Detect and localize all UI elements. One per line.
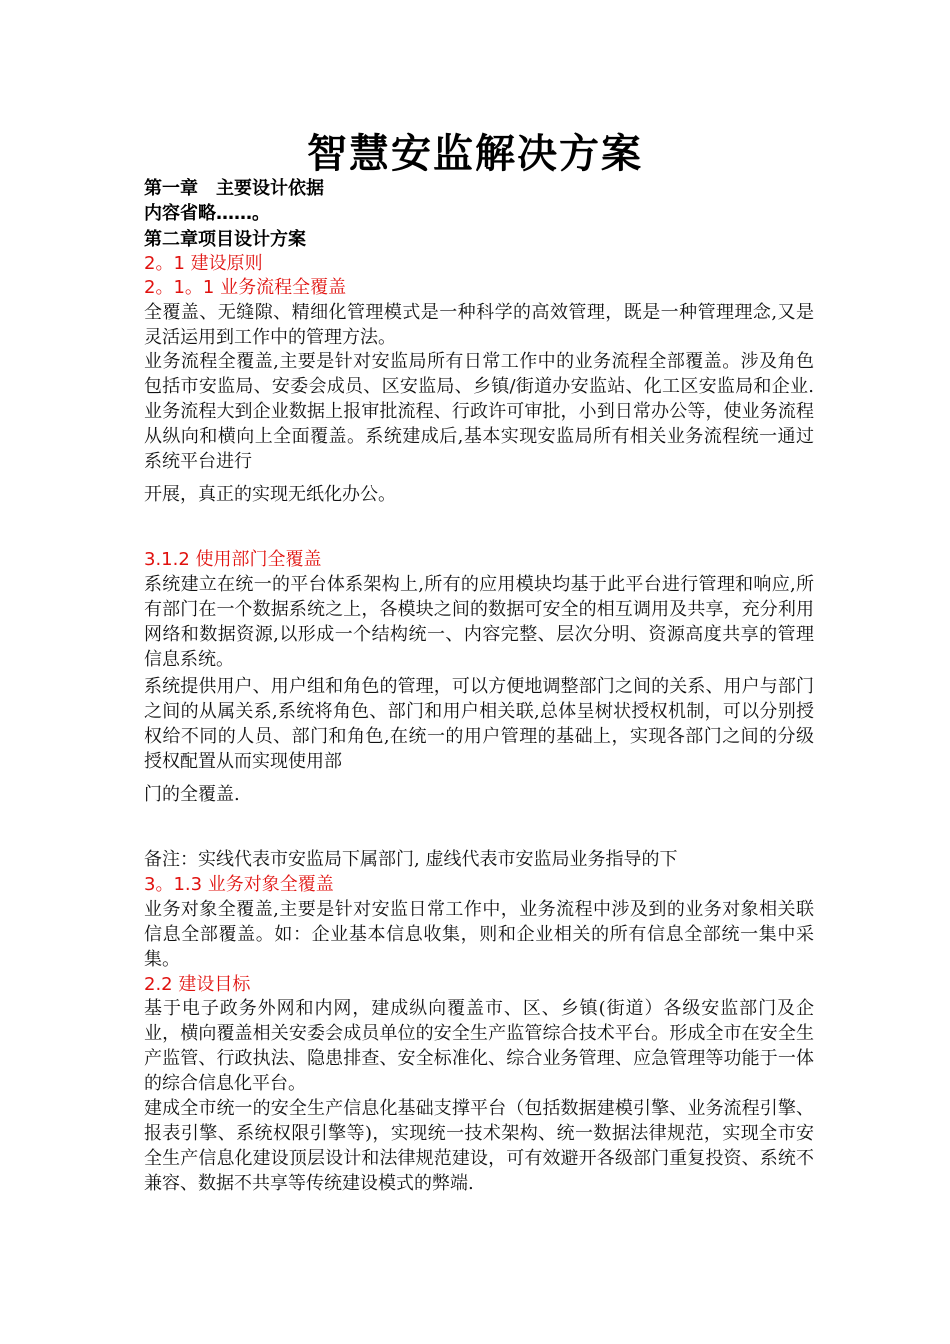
chapter-1-content: 内容省略……。 <box>144 203 270 224</box>
section-2-1-heading: 2。1 建设原则 <box>144 253 263 274</box>
paragraph-user-management <box>144 674 814 807</box>
paragraph-user-management-end: 门的全覆盖. <box>144 784 240 805</box>
chapter-2-heading: 第二章项目设计方案 <box>144 229 306 250</box>
paragraph-support-platform: 建成全市统一的安全生产信息化基础支撑平台（包括数据建模引擎、业务流程引擎、报表引擎、系统权限引擎等)，实现统一技术架构、统一数据法律规范，实现全市安全生产信息化建设顶层设计和法律规范建设，可有效避开各级部门重复投资、系统不兼容、数据不共享等传统建设模式的弊端. <box>144 1098 814 1194</box>
section-3-1-3-heading: 3。1.3 业务对象全覆盖 <box>144 874 334 895</box>
paragraph-business-object: 业务对象全覆盖,主要是针对安监日常工作中，业务流程中涉及到的业务对象相关联信息全部覆盖。如：企业基本信息收集，则和企业相关的所有信息全部统一集中采集。 <box>144 899 814 970</box>
section-2-2-heading: 2.2 建设目标 <box>144 974 251 995</box>
paragraph-construction-goal: 基于电子政务外网和内网，建成纵向覆盖市、区、乡镇(街道）各级安监部门及企业，横向覆盖相关安委会成员单位的安全生产监管综合技术平台。形成全市在安全生产监管、行政执法、隐患排查、安全标准化、综合业务管理、应急管理等功能于一体的综合信息化平台。 <box>144 998 814 1094</box>
section-2-1-1-heading: 2。1。1 业务流程全覆盖 <box>144 277 347 298</box>
paragraph-user-management-body: 系统提供用户、用户组和角色的管理，可以方便地调整部门之间的关系、用户与部门之间的从属关系,系统将角色、部门和用户相关联,总体呈树状授权机制，可以分别授权给不同的人员、部门和角色,在统一的用户管理的基础上，实现各部门之间的分级授权配置从而实现使用部 <box>144 676 814 772</box>
section-3-1-2-heading: 3.1.2 使用部门全覆盖 <box>144 549 322 570</box>
chapter-1-heading: 第一章 主要设计依据 <box>144 178 324 199</box>
note-line: 备注：实线代表市安监局下属部门, 虚线代表市安监局业务指导的下 <box>144 849 678 870</box>
document-title: 智慧安监解决方案 <box>307 130 643 177</box>
paragraph-full-coverage: 全覆盖、无缝隙、精细化管理模式是一种科学的高效管理，既是一种管理理念,又是灵活运用到工作中的管理方法。 <box>144 302 814 348</box>
paragraph-business-flow-end: 开展，真正的实现无纸化办公。 <box>144 484 396 505</box>
paragraph-unified-platform: 系统建立在统一的平台体系架构上,所有的应用模块均基于此平台进行管理和响应,所有部门在一个数据系统之上，各模块之间的数据可安全的相互调用及共享，充分利用网络和数据资源,以形成一个结构统一、内容完整、层次分明、资源高度共享的管理信息系统。 <box>144 574 814 670</box>
paragraph-business-flow <box>144 349 814 507</box>
paragraph-business-flow-body: 业务流程全覆盖,主要是针对安监局所有日常工作中的业务流程全部覆盖。涉及角色包括市安监局、安委会成员、区安监局、乡镇/街道办安监站、化工区安监局和企业.业务流程大到企业数据上报审批流程、行政许可审批，小到日常办公等，使业务流程从纵向和横向上全面覆盖。系统建成后,基本实现安监局所有相关业务流程统一通过系统平台进行 <box>144 351 814 472</box>
